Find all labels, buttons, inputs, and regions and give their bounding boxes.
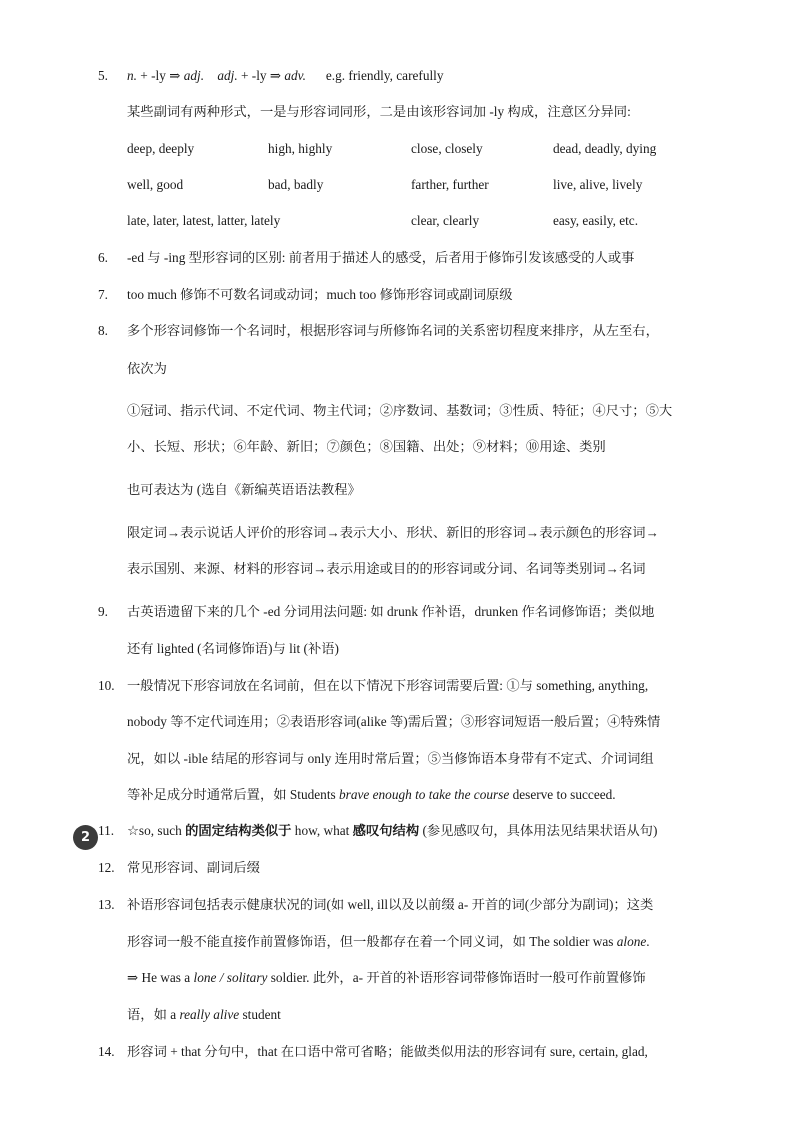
text-run-italic: alone [616, 934, 647, 949]
formula-part: adj. [217, 68, 238, 83]
text-run: (参见感叹句，具体用法见结果状语从句) [419, 823, 658, 838]
word-pair: easy, easily, etc. [553, 213, 639, 228]
item10-line: 况，如以 -ible 结尾的形容词与 only 连用时常后置；⑤当修饰语本身带有不定式、介词词组 [127, 751, 654, 766]
page-badge: 2 [73, 825, 98, 850]
word-pair: live, alive, lively [553, 177, 643, 192]
text-run: 语，如 a [127, 1007, 180, 1022]
item-number: 12. [98, 860, 115, 875]
item8-line: 小、长短、形状；⑥年龄、新旧；⑦颜色；⑧国籍、出处；⑨材料；⑩用途、类别 [127, 439, 606, 454]
item5-formula [127, 67, 444, 85]
item8-line: 多个形容词修饰一个名词时，根据形容词与所修饰名词的关系密切程度来排序，从左至右， [127, 323, 659, 338]
item11-line [127, 822, 657, 840]
word-pair: clear, clearly [411, 213, 480, 228]
item12-text: 常见形容词、副词后缀 [127, 860, 260, 875]
item-number: 9. [98, 604, 108, 619]
text-run-italic: brave enough to take the course [339, 787, 510, 802]
formula-part: adv. [284, 68, 306, 83]
item-number: 7. [98, 287, 108, 302]
word-pair: late, later, latest, latter, lately [127, 213, 281, 228]
word-pair: dead, deadly, dying [553, 141, 657, 156]
item-number: 8. [98, 323, 108, 338]
formula-part: adj. [183, 68, 205, 83]
item8-line: 也可表达为 (选自《新编英语语法教程》 [127, 482, 361, 497]
word-pair: close, closely [411, 141, 483, 156]
text-run: ☆so, such [127, 823, 186, 838]
text-run: deserve to succeed. [509, 787, 616, 802]
text-run: ⇒ He was a [127, 970, 194, 985]
formula-part: + -ly ⇒ [136, 68, 184, 83]
text-run: 等补足成分时通常后置，如 Students [127, 787, 340, 802]
text-run: how, what [291, 823, 353, 838]
word-pair: well, good [127, 177, 184, 192]
text-run: . [646, 934, 650, 949]
item8-line: ①冠词、指示代词、不定代词、物主代词；②序数词、基数词；③性质、特征；④尺寸；⑤大 [127, 403, 673, 418]
item-number: 11. [98, 823, 115, 838]
item13-line [127, 969, 646, 987]
item10-line [127, 786, 616, 804]
text-run-bold: 感叹句结构 [352, 823, 420, 838]
text-run-bold: 的固定结构类似于 [185, 823, 292, 838]
item-number: 14. [98, 1044, 115, 1059]
item13-line [127, 1006, 281, 1024]
item10-line: 一般情况下形容词放在名词前，但在以下情况下形容词需要后置: ①与 something, anything, [127, 678, 649, 693]
item10-line: nobody 等不定代词连用；②表语形容词(alike 等)需后置；③形容词短语一般后置；④特殊情 [127, 714, 661, 729]
item9-line: 古英语遗留下来的几个 -ed 分词用法问题: 如 drunk 作补语，drunken 作名词修饰语；类似地 [127, 604, 655, 619]
item13-line: 补语形容词包括表示健康状况的词(如 well, ill以及以前缀 a- 开首的词(少部分为副词)；这类 [127, 897, 654, 912]
text-run-italic: really alive [179, 1007, 240, 1022]
word-pair: bad, badly [268, 177, 324, 192]
word-pair: deep, deeply [127, 141, 195, 156]
item8-line: 限定词→表示说话人评价的形容词→表示大小、形状、新旧的形容词→表示颜色的形容词→ [127, 525, 659, 540]
item-number: 13. [98, 897, 115, 912]
text-run: 形容词一般不能直接作前置修饰语，但一般都存在着一个同义词，如 The soldier was [127, 934, 617, 949]
text-run-italic: lone / solitary [193, 970, 268, 985]
item7-text: too much 修饰不可数名词或动词；much too 修饰形容词或副词原级 [127, 287, 513, 302]
item6-text: -ed 与 -ing 型形容词的区别: 前者用于描述人的感受，后者用于修饰引发该感受的人或事 [127, 250, 635, 265]
word-pair: farther, further [411, 177, 489, 192]
item-number: 6. [98, 250, 108, 265]
formula-example: e.g. friendly, carefully [325, 68, 444, 83]
item-number: 10. [98, 678, 115, 693]
word-pair: high, highly [268, 141, 333, 156]
item9-line: 还有 lighted (名词修饰语)与 lit (补语) [127, 641, 339, 656]
item8-line: 表示国别、来源、材料的形容词→表示用途或目的的形容词或分词、名词等类别词→名词 [127, 561, 646, 576]
item-number: 5. [98, 68, 108, 83]
formula-part: + -ly ⇒ [237, 68, 285, 83]
item8-line: 依次为 [127, 361, 167, 376]
item13-line [127, 933, 650, 951]
text-run: soldier. 此外，a- 开首的补语形容词带修饰语时一般可作前置修饰 [267, 970, 646, 985]
item5-intro: 某些副词有两种形式，一是与形容词同形，二是由该形容词加 -ly 构成，注意区分异同: [127, 104, 631, 119]
formula-part: n. [127, 68, 137, 83]
text-run: student [239, 1007, 281, 1022]
item14-text: 形容词 + that 分句中，that 在口语中常可省略；能做类似用法的形容词有 sure, certain, glad, [127, 1044, 648, 1059]
